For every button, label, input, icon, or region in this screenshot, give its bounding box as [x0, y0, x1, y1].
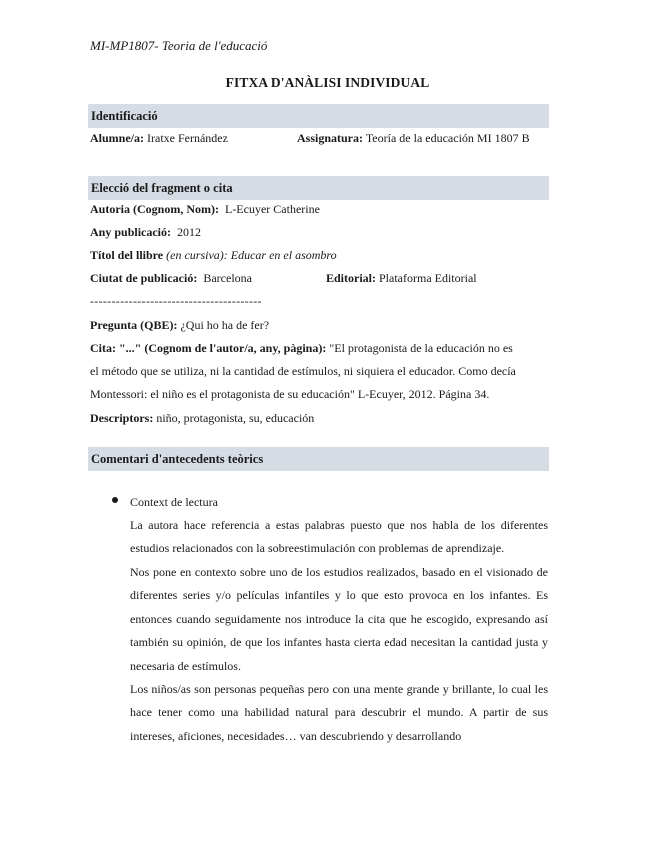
running-header: MI-MP1807- Teoria de l'educació — [90, 38, 268, 53]
paragraph-3: Los niños/as son personas pequeñas pero con una mente grande y brillante, lo cual les hace tener como una habilidad natural para descubrir el mundo. A partir de sus intereses, aficiones, necesidades… van descubriendo y desarrollando — [130, 682, 548, 743]
descriptors-label: Descriptors: — [90, 411, 154, 425]
publisher-label: Editorial: — [326, 271, 376, 285]
year-value: 2012 — [177, 225, 202, 239]
author-value: L-Ecuyer Catherine — [224, 202, 320, 216]
quote-line-3: Montessori: el niño es el protagonista de su educación" L-Ecuyer, 2012. Página 34. — [90, 387, 490, 401]
bullet-title: Context de lectura — [130, 495, 218, 509]
student-label: Alumne/a: — [90, 131, 144, 145]
author-field — [90, 202, 320, 217]
quote-line-1: "El protagonista de la educación no es — [329, 341, 513, 355]
year-label: Any publicació: — [90, 225, 172, 239]
section-header-commentary: Comentari d'antecedents teòrics — [88, 447, 549, 471]
student-field — [90, 131, 228, 146]
separator-line: ---------------------------------------- — [90, 294, 262, 308]
question-label: Pregunta (QBE): — [90, 318, 178, 332]
subject-label: Assignatura: — [297, 131, 364, 145]
city-value: Barcelona — [203, 271, 252, 285]
descriptors-value: niño, protagonista, su, educación — [156, 411, 315, 425]
question-field — [90, 318, 269, 333]
student-value: Iratxe Fernández — [147, 131, 228, 145]
book-title-field — [90, 248, 337, 263]
book-hint: (en cursiva): — [166, 248, 228, 262]
year-field — [90, 225, 201, 240]
document-title: FITXA D'ANÀLISI INDIVIDUAL — [225, 75, 430, 90]
publisher-value: Plataforma Editorial — [379, 271, 477, 285]
author-label: Autoria (Cognom, Nom): — [90, 202, 219, 216]
paragraph-2: Nos pone en contexto sobre uno de los estudios realizados, basado en el visionado de diferentes series y/o películas infantiles y lo que esto provoca en los infantes. Es entonces cuando seguidamente nos introduce la cita que he escogido, expresando así también su opinión, de que los infantes hasta cierta edad necesitan la cantidad justa y necesaria de estímulos. — [130, 565, 548, 673]
city-label: Ciutat de publicació: — [90, 271, 198, 285]
question-value: ¿Qui ho ha de fer? — [180, 318, 270, 332]
book-value: Educar en el asombro — [230, 248, 337, 262]
paragraph-1: La autora hace referencia a estas palabras puesto que nos habla de los diferentes estudios relacionados con la sobreestimulación con problemas de aprendizaje. — [130, 518, 548, 556]
quote-line-2: el método que se utiliza, ni la cantidad de estímulos, ni siquiera el educador. Como decía — [90, 364, 516, 378]
quote-label: Cita: "..." (Cognom de l'autor/a, any, pàgina): — [90, 341, 327, 355]
publisher-field — [326, 271, 477, 286]
subject-field — [297, 131, 530, 146]
section-header-identification: Identificació — [88, 104, 549, 128]
descriptors-field — [90, 411, 314, 426]
city-field — [90, 271, 252, 286]
section-header-selection: Elecció del fragment o cita — [88, 176, 549, 200]
bullet-icon — [112, 497, 118, 503]
quote-field — [90, 341, 548, 356]
subject-value: Teoría de la educación MI 1807 B — [365, 131, 530, 145]
book-label: Títol del llibre — [90, 248, 164, 262]
